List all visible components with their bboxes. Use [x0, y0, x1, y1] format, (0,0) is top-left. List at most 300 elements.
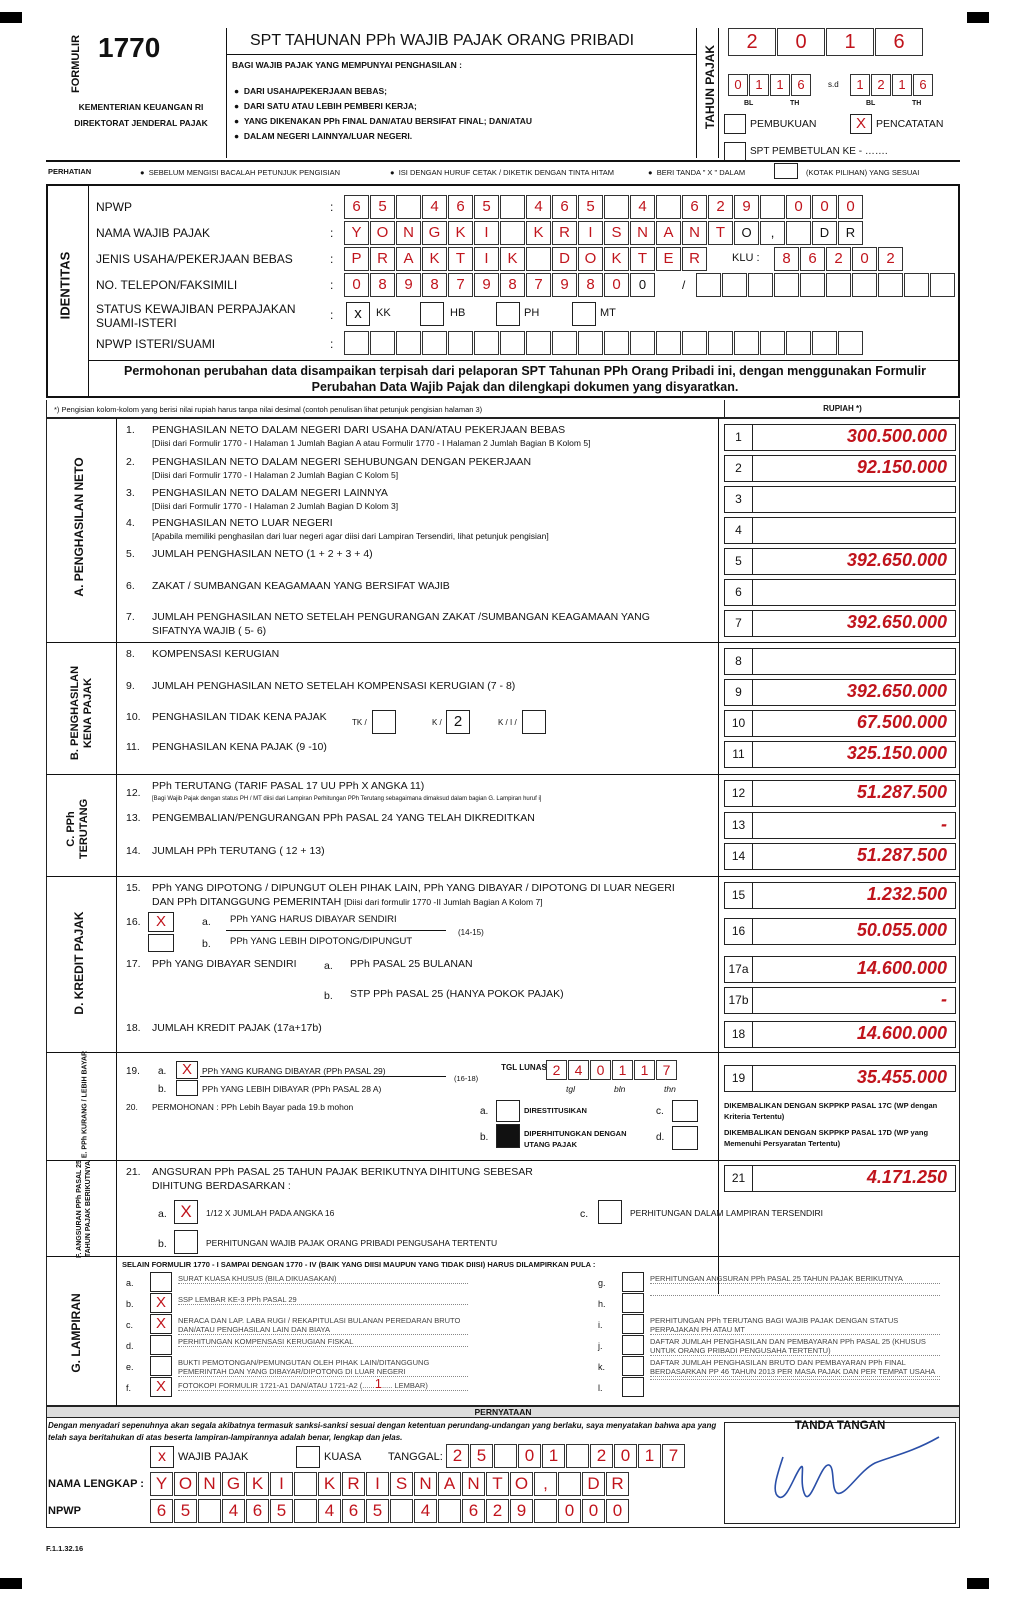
char-cell[interactable]: T [708, 221, 733, 245]
char-cell[interactable] [852, 273, 877, 297]
char-cell[interactable]: T [486, 1472, 509, 1496]
char-cell[interactable] [604, 195, 629, 219]
char-cell[interactable]: 0 [558, 1499, 581, 1523]
attachment-checkbox[interactable] [150, 1356, 172, 1376]
char-cell[interactable]: 4 [630, 195, 655, 219]
char-cell[interactable]: 4 [414, 1499, 437, 1523]
char-cell[interactable]: R [342, 1472, 365, 1496]
attachment-checkbox[interactable]: X [150, 1293, 172, 1313]
attention-note: ● BERI TANDA " X " DALAM [648, 168, 746, 177]
char-cell[interactable]: 6 [552, 195, 577, 219]
item-16-formula: (14-15) [458, 928, 484, 937]
char-cell[interactable]: E [656, 247, 681, 271]
char-cell[interactable]: N [630, 221, 655, 245]
char-cell[interactable]: O [734, 221, 759, 245]
th-label: TH [912, 100, 922, 107]
skppkp-17d-checkbox[interactable] [672, 1126, 698, 1150]
char-cell[interactable]: N [414, 1472, 437, 1496]
char-cell[interactable] [422, 331, 447, 355]
item-21c-label: PERHITUNGAN DALAM LAMPIRAN TERSENDIRI [630, 1208, 824, 1218]
job-cells[interactable] [344, 247, 708, 271]
char-cell[interactable]: 6 [448, 195, 473, 219]
item-19b-label: PPh YANG LEBIH DIBAYAR (PPh PASAL 28 A) [202, 1084, 382, 1094]
item-20c-label: DIKEMBALIKAN DENGAN SKPPKP PASAL 17C (WP dengan Kriteria Tertentu) [724, 1101, 938, 1121]
amount-number: 4 [725, 518, 753, 543]
pembetulan-label: SPT PEMBETULAN KE - ……. [750, 146, 888, 157]
attachment-key: a. [126, 1278, 134, 1288]
attachment-checkbox[interactable] [150, 1272, 172, 1292]
char-cell[interactable]: A [396, 247, 421, 271]
taxpayer-name-cells[interactable] [344, 221, 864, 245]
char-cell[interactable]: N [198, 1472, 221, 1496]
char-cell[interactable] [904, 273, 929, 297]
char-cell[interactable]: S [604, 221, 629, 245]
amount-box-4[interactable] [724, 517, 956, 544]
char-cell[interactable]: 6 [800, 247, 825, 271]
char-cell[interactable]: 0 [590, 1060, 611, 1080]
char-cell[interactable]: 0 [838, 195, 863, 219]
attachment-label: FOTOKOPI FORMULIR 1721-A1 DAN/ATAU 1721-A2 (......1..... LEMBAR) [178, 1379, 468, 1391]
char-cell[interactable]: 5 [174, 1499, 197, 1523]
amount-box-21[interactable] [724, 1165, 956, 1192]
char-cell[interactable]: T [448, 247, 473, 271]
attention-label: PERHATIAN [48, 167, 92, 176]
item-16a-checkbox[interactable]: X [148, 912, 174, 932]
status-kk-checkbox[interactable]: x [346, 302, 370, 326]
fullname-label: NAMA LENGKAP : [48, 1478, 144, 1490]
offset-checkbox[interactable] [496, 1124, 520, 1148]
amount-value: 392.650.000 [846, 681, 947, 701]
spouse-npwp-cells[interactable] [344, 331, 864, 355]
section-d-label: D. KREDIT PAJAK [72, 911, 86, 1015]
char-cell[interactable]: R [552, 221, 577, 245]
amount-box-8[interactable] [724, 648, 956, 675]
pencatatan-checkbox[interactable]: X [850, 114, 872, 134]
char-cell[interactable]: 4 [318, 1499, 341, 1523]
char-cell[interactable] [500, 221, 525, 245]
pembetulan-checkbox[interactable] [724, 142, 746, 162]
ki-box[interactable] [522, 710, 546, 734]
status-hb-checkbox[interactable] [420, 302, 444, 326]
status-kk-label: KK [376, 307, 391, 319]
char-cell[interactable] [396, 331, 421, 355]
char-cell[interactable]: K [500, 247, 525, 271]
amount-box-18[interactable] [724, 1021, 956, 1048]
char-cell[interactable]: 2 [546, 1060, 567, 1080]
amount-box-17b[interactable] [724, 987, 956, 1014]
char-cell[interactable]: 2 [708, 195, 733, 219]
restitution-checkbox[interactable] [496, 1100, 520, 1122]
pembukuan-checkbox[interactable] [724, 114, 746, 134]
char-cell[interactable] [500, 331, 525, 355]
period-to-cells[interactable]: 1 2 1 6 [850, 74, 934, 96]
skppkp-17c-checkbox[interactable] [672, 1100, 698, 1122]
amount-box-15[interactable] [724, 882, 956, 909]
char-cell[interactable] [786, 331, 811, 355]
attachment-checkbox[interactable]: X [150, 1314, 172, 1334]
item-17b-key: b. [324, 990, 333, 1002]
char-cell[interactable] [396, 195, 421, 219]
item-19-num: 19. [126, 1066, 140, 1077]
char-cell[interactable]: 0 [604, 273, 629, 297]
amount-box-17a[interactable] [724, 956, 956, 983]
char-cell[interactable] [682, 331, 707, 355]
char-cell[interactable]: 7 [448, 273, 473, 297]
char-cell[interactable]: 1 [542, 1444, 565, 1468]
char-cell[interactable]: 0 [852, 247, 877, 271]
item-21a-checkbox[interactable]: X [174, 1200, 198, 1224]
char-cell[interactable]: A [656, 221, 681, 245]
tax-year-cells[interactable]: 2 0 1 6 [728, 28, 924, 56]
char-cell[interactable]: 2 [878, 247, 903, 271]
char-cell[interactable]: G [222, 1472, 245, 1496]
char-cell[interactable] [494, 1444, 517, 1468]
char-cell[interactable]: K [448, 221, 473, 245]
section-e-label: E. PPh KURANG / LEBIH BAYAR [81, 1050, 89, 1159]
char-cell[interactable] [734, 331, 759, 355]
char-cell[interactable]: I [578, 221, 603, 245]
char-cell[interactable]: 0 [630, 273, 655, 297]
char-cell[interactable]: , [760, 221, 785, 245]
amount-box-19[interactable] [724, 1065, 956, 1092]
amount-number: 10 [725, 711, 753, 736]
char-cell[interactable]: Y [344, 221, 369, 245]
char-cell[interactable]: A [438, 1472, 461, 1496]
char-cell[interactable]: I [474, 247, 499, 271]
amount-box-16[interactable] [724, 918, 956, 945]
pembukuan-label: PEMBUKUAN [750, 118, 817, 130]
char-cell[interactable] [826, 273, 851, 297]
char-cell[interactable] [748, 273, 773, 297]
char-cell[interactable]: R [370, 247, 395, 271]
char-cell[interactable] [800, 273, 825, 297]
char-cell[interactable] [198, 1499, 221, 1523]
item-20d-label: DIKEMBALIKAN DENGAN SKPPKP PASAL 17D (WP yang Memenuhi Persyaratan Tertentu) [724, 1128, 929, 1148]
signature-title: TANDA TANGAN [794, 1420, 886, 1432]
npwp-cells[interactable] [344, 195, 864, 219]
char-cell[interactable]: 4 [222, 1499, 245, 1523]
attachment-checkbox[interactable] [622, 1356, 644, 1376]
char-cell[interactable] [656, 195, 681, 219]
char-cell[interactable]: R [606, 1472, 629, 1496]
bl-label: BL [744, 100, 754, 107]
amount-value: 325.150.000 [846, 743, 947, 763]
char-cell[interactable]: 7 [656, 1060, 677, 1080]
char-cell[interactable]: K [422, 247, 447, 271]
char-cell[interactable]: 0 [614, 1444, 637, 1468]
attachment-checkbox[interactable] [622, 1335, 644, 1355]
item-20c-key: c. [656, 1106, 664, 1117]
char-cell[interactable]: O [174, 1472, 197, 1496]
tax-year-label: TAHUN PAJAK [703, 44, 717, 130]
char-cell[interactable] [552, 331, 577, 355]
char-cell[interactable]: T [630, 247, 655, 271]
corner-mark [967, 12, 989, 23]
char-cell[interactable] [448, 331, 473, 355]
char-cell[interactable]: 9 [474, 273, 499, 297]
char-cell[interactable] [812, 331, 837, 355]
char-cell[interactable]: 1 [612, 1060, 633, 1080]
amount-value: - [941, 814, 947, 834]
kuasa-checkbox[interactable] [296, 1446, 320, 1468]
amount-box-9[interactable] [724, 679, 956, 706]
char-cell[interactable]: G [422, 221, 447, 245]
char-cell[interactable]: P [344, 247, 369, 271]
char-cell[interactable]: 9 [734, 195, 759, 219]
char-cell[interactable]: N [682, 221, 707, 245]
char-cell[interactable] [930, 273, 955, 297]
char-cell[interactable] [786, 221, 811, 245]
char-cell[interactable] [500, 195, 525, 219]
char-cell[interactable]: 9 [396, 273, 421, 297]
char-cell[interactable]: D [582, 1472, 605, 1496]
char-cell[interactable]: K [318, 1472, 341, 1496]
amount-box-2[interactable] [724, 455, 956, 482]
status-ph-checkbox[interactable] [496, 302, 520, 326]
char-cell[interactable] [760, 331, 785, 355]
klu-cells[interactable] [774, 247, 904, 271]
char-cell[interactable]: I [270, 1472, 293, 1496]
fullname-cells[interactable] [150, 1472, 630, 1496]
char-cell[interactable]: 6 [150, 1499, 173, 1523]
tgl-lunas-cells[interactable] [546, 1060, 678, 1080]
char-cell[interactable]: 1 [638, 1444, 661, 1468]
item-16a-key: a. [202, 916, 211, 928]
char-cell[interactable] [838, 331, 863, 355]
char-cell[interactable]: 8 [774, 247, 799, 271]
amount-value: 92.150.000 [856, 457, 947, 477]
period-from-cells[interactable]: 0 1 1 6 [728, 74, 812, 96]
wp-checkbox[interactable]: x [150, 1446, 174, 1468]
char-cell[interactable]: 8 [578, 273, 603, 297]
amount-number: 6 [725, 580, 753, 605]
amount-value: 35.455.000 [856, 1067, 947, 1087]
item-16a-label: PPh YANG HARUS DIBAYAR SENDIRI [230, 914, 397, 925]
char-cell[interactable]: O [510, 1472, 533, 1496]
char-cell[interactable] [630, 331, 655, 355]
item-20-label: PERMOHONAN : PPh Lebih Bayar pada 19.b mohon [152, 1102, 354, 1112]
char-cell[interactable] [722, 273, 747, 297]
attachment-checkbox[interactable] [622, 1272, 644, 1292]
char-cell[interactable]: 0 [606, 1499, 629, 1523]
item-19b-key: b. [158, 1084, 167, 1095]
char-cell[interactable]: 6 [246, 1499, 269, 1523]
char-cell[interactable]: 7 [662, 1444, 685, 1468]
char-cell[interactable] [370, 331, 395, 355]
char-cell[interactable]: 8 [370, 273, 395, 297]
amount-value: 392.650.000 [846, 550, 947, 570]
attachment-checkbox[interactable]: X [150, 1377, 172, 1397]
pencatatan-label: PENCATATAN [876, 118, 944, 130]
statement-npwp-cells[interactable] [150, 1499, 630, 1523]
status-label: STATUS KEWAJIBAN PERPAJAKAN SUAMI-ISTERI [96, 302, 296, 330]
item-16-num: 16. [126, 916, 141, 928]
date-cells[interactable] [446, 1444, 686, 1468]
k-box[interactable]: 2 [446, 710, 470, 734]
statement-npwp-label: NPWP [48, 1505, 81, 1517]
char-cell[interactable]: 2 [590, 1444, 613, 1468]
char-cell[interactable] [526, 247, 551, 271]
attachment-checkbox[interactable] [150, 1335, 172, 1355]
char-cell[interactable]: N [396, 221, 421, 245]
item-20b-label: DIPERHITUNGKAN DENGAN UTANG PAJAK [524, 1129, 627, 1149]
char-cell[interactable]: 0 [344, 273, 369, 297]
phone-label: NO. TELEPON/FAKSIMILI [96, 278, 238, 292]
char-cell[interactable] [774, 273, 799, 297]
char-cell[interactable] [438, 1499, 461, 1523]
char-cell[interactable] [294, 1499, 317, 1523]
item-21c-checkbox[interactable] [598, 1200, 622, 1224]
amount-value: 4.171.250 [866, 1167, 947, 1187]
char-cell[interactable]: 0 [518, 1444, 541, 1468]
attachment-checkbox[interactable] [622, 1377, 644, 1397]
amount-value: 50.055.000 [856, 920, 947, 940]
item-20a-key: a. [480, 1106, 489, 1117]
char-cell[interactable]: 2 [446, 1444, 469, 1468]
char-cell[interactable] [878, 273, 903, 297]
char-cell[interactable] [656, 331, 681, 355]
amount-box-3[interactable] [724, 486, 956, 513]
item-21a-key: a. [158, 1208, 167, 1220]
item-19-formula: (16-18) [454, 1074, 479, 1083]
char-cell[interactable]: 4 [526, 195, 551, 219]
char-cell[interactable]: I [474, 221, 499, 245]
attachment-key: c. [126, 1320, 134, 1330]
status-mt-checkbox[interactable] [572, 302, 596, 326]
char-cell[interactable]: N [462, 1472, 485, 1496]
char-cell[interactable]: 0 [812, 195, 837, 219]
char-cell[interactable]: 8 [500, 273, 525, 297]
signature-box[interactable] [724, 1422, 956, 1524]
attachment-label: DAFTAR JUMLAH PENGHASILAN DAN PEMBAYARAN PPh PASAL 25 (KHUSUS UNTUK ORANG PRIBADI PENGUSAHA TERTENTU) [650, 1337, 940, 1356]
char-cell[interactable]: 5 [370, 195, 395, 219]
char-cell[interactable]: 6 [342, 1499, 365, 1523]
char-cell[interactable]: 6 [682, 195, 707, 219]
amount-box-1[interactable] [724, 424, 956, 451]
char-cell[interactable]: Y [150, 1472, 173, 1496]
item-21a-label: 1/12 X JUMLAH PADA ANGKA 16 [206, 1208, 335, 1218]
char-cell[interactable]: R [838, 221, 863, 245]
char-cell[interactable]: R [682, 247, 707, 271]
amount-box-14[interactable] [724, 843, 956, 870]
char-cell[interactable]: K [604, 247, 629, 271]
amount-number: 7 [725, 611, 753, 636]
attachment-key: i. [598, 1320, 603, 1330]
char-cell[interactable] [294, 1472, 317, 1496]
char-cell[interactable] [696, 273, 721, 297]
attachment-label: NERACA DAN LAP. LABA RUGI / REKAPITULASI BULANAN PEREDARAN BRUTO DAN/ATAU PENGHASILAN LAIN DAN BIAYA [178, 1316, 468, 1335]
attachment-key: l. [598, 1383, 603, 1393]
char-cell[interactable]: S [390, 1472, 413, 1496]
char-cell[interactable]: 1 [634, 1060, 655, 1080]
char-cell[interactable] [558, 1472, 581, 1496]
char-cell[interactable]: 5 [366, 1499, 389, 1523]
attachment-key: j. [598, 1341, 603, 1351]
char-cell[interactable]: 5 [270, 1499, 293, 1523]
attachment-label: PERHITUNGAN KOMPENSASI KERUGIAN FISKAL [178, 1337, 468, 1347]
char-cell[interactable]: , [534, 1472, 557, 1496]
amount-box-11[interactable] [724, 741, 956, 768]
char-cell[interactable] [534, 1499, 557, 1523]
char-cell[interactable]: 7 [526, 273, 551, 297]
char-cell[interactable]: 5 [578, 195, 603, 219]
item-19b-checkbox[interactable] [176, 1080, 198, 1096]
section-b-label: B. PENGHASILAN KENA PAJAK [69, 665, 94, 761]
char-cell[interactable]: D [812, 221, 837, 245]
char-cell[interactable]: 4 [422, 195, 447, 219]
char-cell[interactable]: K [526, 221, 551, 245]
attachment-checkbox[interactable] [622, 1293, 644, 1313]
status-hb-label: HB [450, 307, 466, 319]
item-19a-checkbox[interactable]: X [176, 1061, 198, 1079]
char-cell[interactable]: 4 [568, 1060, 589, 1080]
fax-cells[interactable] [696, 273, 956, 297]
npwp-label: NPWP [96, 200, 132, 214]
amount-value: 14.600.000 [856, 958, 947, 978]
char-cell[interactable] [474, 331, 499, 355]
amount-box-7[interactable] [724, 610, 956, 637]
char-cell[interactable] [760, 195, 785, 219]
char-cell[interactable]: 2 [826, 247, 851, 271]
item-21b-checkbox[interactable] [174, 1230, 198, 1254]
amount-number: 17a [725, 957, 753, 982]
char-cell[interactable] [526, 331, 551, 355]
char-cell[interactable]: 0 [582, 1499, 605, 1523]
char-cell[interactable]: 9 [552, 273, 577, 297]
footer-code: F.1.1.32.16 [46, 1544, 84, 1553]
amount-number: 2 [725, 456, 753, 481]
k-label: K / [432, 718, 442, 727]
amount-value: 67.500.000 [856, 712, 947, 732]
amount-box-5[interactable] [724, 548, 956, 575]
tk-box[interactable] [372, 710, 396, 734]
char-cell[interactable]: 5 [470, 1444, 493, 1468]
char-cell[interactable] [390, 1499, 413, 1523]
char-cell[interactable] [566, 1444, 589, 1468]
char-cell[interactable] [578, 331, 603, 355]
amount-box-10[interactable] [724, 710, 956, 737]
amount-box-12[interactable] [724, 780, 956, 807]
section-c-label: C. PPh TERUTANG [65, 798, 90, 860]
char-cell[interactable] [708, 331, 733, 355]
amount-value: - [941, 989, 947, 1009]
amount-number: 3 [725, 487, 753, 512]
char-cell[interactable]: D [552, 247, 577, 271]
phone-cells[interactable] [344, 273, 656, 297]
attachment-checkbox[interactable] [622, 1314, 644, 1334]
char-cell[interactable]: O [370, 221, 395, 245]
item-17-num: 17. [126, 958, 141, 970]
char-cell[interactable]: 2 [486, 1499, 509, 1523]
item-16b-checkbox[interactable] [148, 934, 174, 952]
char-cell[interactable]: 6 [462, 1499, 485, 1523]
char-cell[interactable]: 5 [474, 195, 499, 219]
char-cell[interactable]: 8 [422, 273, 447, 297]
char-cell[interactable]: 6 [344, 195, 369, 219]
amount-box-13[interactable] [724, 812, 956, 839]
amount-value: 300.500.000 [846, 426, 947, 446]
char-cell[interactable]: 0 [786, 195, 811, 219]
attachment-key: k. [598, 1362, 606, 1372]
date-label: TANGGAL: [388, 1451, 443, 1463]
char-cell[interactable]: O [578, 247, 603, 271]
char-cell[interactable]: I [366, 1472, 389, 1496]
char-cell[interactable] [344, 331, 369, 355]
amount-box-6[interactable] [724, 579, 956, 606]
char-cell[interactable] [604, 331, 629, 355]
char-cell[interactable]: K [246, 1472, 269, 1496]
char-cell[interactable]: 9 [510, 1499, 533, 1523]
